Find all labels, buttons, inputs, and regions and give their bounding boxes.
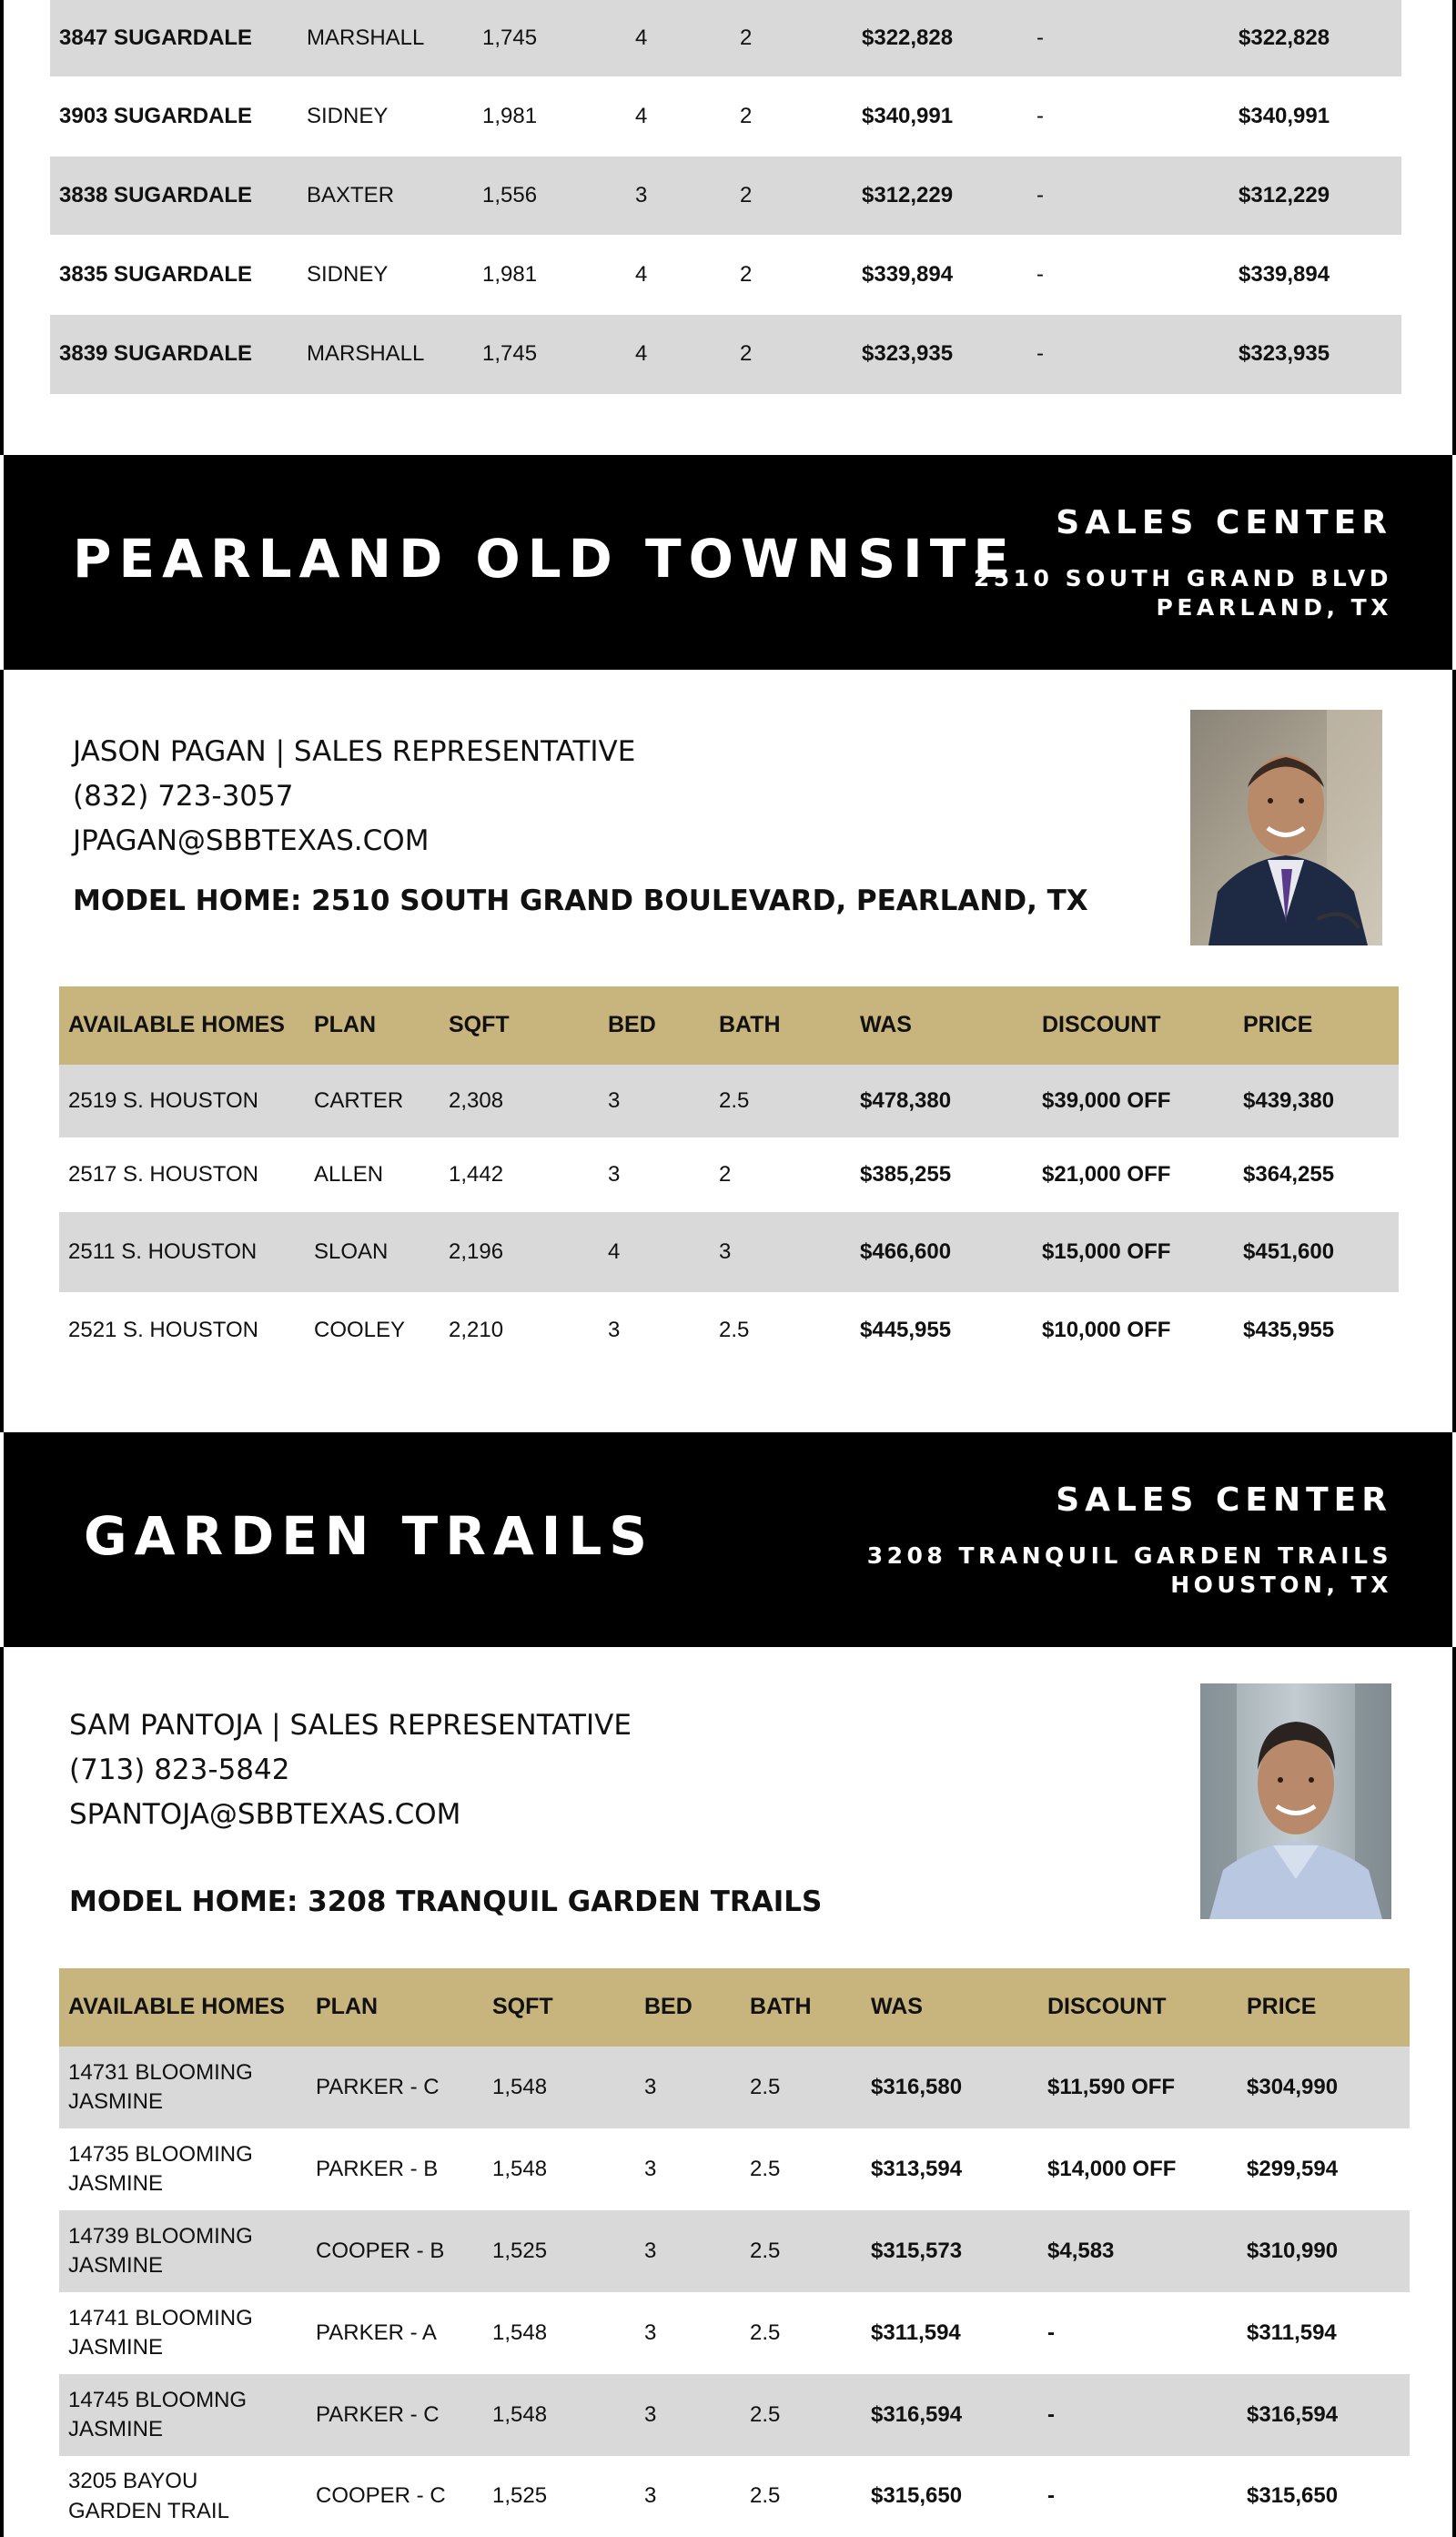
cell-price: $299,594: [1247, 2156, 1339, 2181]
sales-center-address-line1: 2510 SOUTH GRAND BLVD: [973, 565, 1392, 591]
cell-was: $445,955: [860, 1317, 952, 1342]
sales-center-address-line1: 3208 TRANQUIL GARDEN TRAILS: [866, 1542, 1392, 1569]
header-bed: BED: [644, 1994, 693, 2020]
cell-sqft: 2,308: [449, 1087, 504, 1113]
cell-price: $304,990: [1247, 2074, 1339, 2099]
garden-left-border: [0, 1647, 4, 2537]
cell-bath: 2.5: [719, 1087, 750, 1113]
cell-plan: PARKER - C: [316, 2074, 440, 2099]
table-row: [50, 0, 1401, 76]
cell-discount: -: [1047, 2320, 1055, 2345]
table-row: [59, 2292, 1410, 2374]
cell-sqft: 1,981: [482, 261, 538, 287]
cell-plan: ALLEN: [314, 1161, 384, 1187]
cell-address: [68, 2456, 229, 2537]
cell-was: $315,573: [871, 2238, 963, 2263]
cell-bed: 3: [608, 1087, 621, 1113]
table-row: [59, 1137, 1399, 1212]
cell-bath: 2: [740, 341, 753, 367]
table-row: [59, 2210, 1410, 2292]
cell-price: $451,600: [1243, 1238, 1335, 1264]
sales-center-label: SALES CENTER: [1056, 1481, 1392, 1519]
cell-discount: -: [1036, 182, 1044, 207]
cell-sqft: 1,981: [482, 103, 538, 128]
rep-phone[interactable]: (832) 723-3057: [73, 780, 294, 813]
cell-was: $385,255: [860, 1161, 952, 1187]
cell-address: 2521 S. HOUSTON: [68, 1317, 258, 1342]
cell-plan: PARKER - A: [316, 2320, 437, 2345]
rep-name-title: JASON PAGAN | SALES REPRESENTATIVE: [73, 735, 636, 768]
cell-was: $313,594: [871, 2156, 963, 2181]
pearland-left-border: [0, 670, 4, 1432]
cell-sqft: 2,196: [449, 1238, 504, 1264]
cell-address: 3835 SUGARDALE: [59, 261, 253, 287]
cell-was: $340,991: [862, 103, 954, 128]
rep-phone[interactable]: (713) 823-5842: [69, 1754, 290, 1786]
table-row: [50, 235, 1401, 315]
cell-discount: -: [1036, 341, 1044, 367]
header-sqft: SQFT: [492, 1994, 553, 2020]
cell-address: [68, 2047, 253, 2128]
pearland-homes-table: [59, 986, 1399, 1342]
table-row: [59, 1212, 1399, 1292]
cell-was: $311,594: [871, 2320, 961, 2345]
sales-center-label: SALES CENTER: [1056, 504, 1392, 541]
table-row: [59, 2456, 1410, 2537]
cell-bath: 2: [740, 182, 753, 207]
header-bath: BATH: [750, 1994, 812, 2020]
cell-plan: SLOAN: [314, 1238, 389, 1264]
cell-bath: 2.5: [750, 2483, 781, 2509]
cell-discount: $10,000 OFF: [1042, 1317, 1171, 1342]
community-title: GARDEN TRAILS: [84, 1505, 655, 1567]
cell-address: 3847 SUGARDALE: [59, 25, 253, 50]
cell-bed: 3: [644, 2483, 657, 2509]
table-header-row: [59, 1968, 1410, 2047]
cell-discount: -: [1036, 25, 1044, 50]
cell-sqft: 1,745: [482, 25, 538, 50]
cell-discount: -: [1047, 2483, 1055, 2509]
address-line2: JASMINE: [68, 2089, 164, 2114]
header-available-homes: AVAILABLE HOMES: [68, 1994, 285, 2020]
cell-address: 3838 SUGARDALE: [59, 182, 253, 207]
cell-plan: COOPER - B: [316, 2238, 445, 2263]
cell-was: $312,229: [862, 182, 954, 207]
header-plan: PLAN: [316, 1994, 379, 2020]
rep-name-title: SAM PANTOJA | SALES REPRESENTATIVE: [69, 1709, 632, 1742]
cell-price: $439,380: [1243, 1087, 1335, 1113]
header-discount: DISCOUNT: [1042, 1012, 1161, 1038]
cell-bed: 3: [644, 2074, 657, 2099]
cell-sqft: 1,548: [492, 2401, 548, 2427]
sugardale-table: [50, 0, 1401, 396]
top-left-border: [0, 0, 4, 455]
table-row: [50, 157, 1401, 235]
cell-bed: 3: [635, 182, 648, 207]
cell-address: [68, 2292, 253, 2374]
address-line2: JASMINE: [68, 2171, 164, 2196]
cell-was: $478,380: [860, 1087, 952, 1113]
cell-sqft: 1,525: [492, 2238, 548, 2263]
cell-price: $323,935: [1239, 341, 1330, 367]
address-line1: 14741 BLOOMING: [68, 2305, 253, 2330]
cell-was: $466,600: [860, 1238, 952, 1264]
cell-price: $316,594: [1247, 2401, 1339, 2427]
table-row: [59, 2128, 1410, 2210]
cell-address: 2517 S. HOUSTON: [68, 1161, 258, 1187]
community-title: PEARLAND OLD TOWNSITE: [73, 528, 1016, 590]
cell-sqft: 1,548: [492, 2156, 548, 2181]
header-plan: PLAN: [314, 1012, 377, 1038]
cell-sqft: 1,556: [482, 182, 538, 207]
header-discount: DISCOUNT: [1047, 1994, 1167, 2020]
cell-discount: $39,000 OFF: [1042, 1087, 1171, 1113]
header-sqft: SQFT: [449, 1012, 510, 1038]
cell-plan: COOLEY: [314, 1317, 406, 1342]
cell-bath: 2.5: [750, 2401, 781, 2427]
address-line2: JASMINE: [68, 2253, 164, 2278]
cell-was: $316,580: [871, 2074, 963, 2099]
cell-price: $364,255: [1243, 1161, 1335, 1187]
header-was: WAS: [871, 1994, 923, 2020]
cell-plan: BAXTER: [307, 182, 395, 207]
pearland-banner: [4, 455, 1452, 670]
cell-discount: $21,000 OFF: [1042, 1161, 1171, 1187]
model-home-address: MODEL HOME: 2510 SOUTH GRAND BOULEVARD, PEARLAND, TX: [73, 884, 1088, 917]
header-price: PRICE: [1243, 1012, 1313, 1038]
cell-plan: MARSHALL: [307, 341, 425, 367]
cell-bath: 2: [740, 261, 753, 287]
address-line1: 14745 BLOOMNG: [68, 2387, 248, 2412]
cell-sqft: 1,442: [449, 1161, 504, 1187]
cell-price: $322,828: [1239, 25, 1330, 50]
cell-bed: 3: [644, 2401, 657, 2427]
table-row: [59, 2047, 1410, 2128]
address-line2: JASMINE: [68, 2417, 164, 2441]
cell-bed: 3: [644, 2238, 657, 2263]
cell-address: 2519 S. HOUSTON: [68, 1087, 258, 1113]
header-bed: BED: [608, 1012, 656, 1038]
address-line2: GARDEN TRAIL: [68, 2498, 229, 2523]
rep-photo: [1190, 710, 1382, 945]
cell-sqft: 1,548: [492, 2074, 548, 2099]
header-was: WAS: [860, 1012, 912, 1038]
header-bath: BATH: [719, 1012, 781, 1038]
rep-email[interactable]: JPAGAN@SBBTEXAS.COM: [73, 824, 430, 857]
cell-bed: 4: [635, 25, 648, 50]
cell-sqft: 1,745: [482, 341, 538, 367]
cell-sqft: 1,525: [492, 2483, 548, 2509]
cell-discount: -: [1047, 2401, 1055, 2427]
table-row: [59, 1292, 1399, 1369]
cell-discount: $4,583: [1047, 2238, 1115, 2263]
cell-address: [68, 2374, 247, 2456]
cell-was: $323,935: [862, 341, 954, 367]
cell-bed: 4: [635, 103, 648, 128]
cell-discount: $15,000 OFF: [1042, 1238, 1171, 1264]
cell-bed: 3: [608, 1317, 621, 1342]
address-line1: 14735 BLOOMING: [68, 2141, 253, 2167]
cell-address: [68, 2210, 253, 2292]
cell-price: $339,894: [1239, 261, 1330, 287]
cell-bed: 4: [635, 341, 648, 367]
rep-email[interactable]: SPANTOJA@SBBTEXAS.COM: [69, 1798, 461, 1831]
rep-photo: [1200, 1683, 1391, 1919]
cell-was: $322,828: [862, 25, 954, 50]
cell-bed: 4: [635, 261, 648, 287]
cell-bath: 2: [719, 1161, 732, 1187]
cell-discount: $14,000 OFF: [1047, 2156, 1177, 2181]
cell-was: $339,894: [862, 261, 954, 287]
cell-bed: 4: [608, 1238, 621, 1264]
cell-price: $312,229: [1239, 182, 1330, 207]
cell-discount: $11,590 OFF: [1047, 2074, 1176, 2099]
cell-bath: 2.5: [750, 2074, 781, 2099]
address-line2: JASMINE: [68, 2335, 164, 2360]
cell-bath: 2: [740, 25, 753, 50]
cell-bath: 3: [719, 1238, 732, 1264]
address-line1: 14731 BLOOMING: [68, 2059, 253, 2085]
cell-bath: 2.5: [750, 2320, 781, 2345]
cell-price: $340,991: [1239, 103, 1330, 128]
header-available-homes: AVAILABLE HOMES: [68, 1012, 285, 1038]
garden-right-border: [1452, 1647, 1456, 2537]
table-row: [50, 315, 1401, 394]
top-right-border: [1452, 0, 1456, 455]
address-line1: 14739 BLOOMING: [68, 2223, 253, 2249]
cell-price: $435,955: [1243, 1317, 1335, 1342]
cell-bath: 2.5: [719, 1317, 750, 1342]
cell-bath: 2: [740, 103, 753, 128]
cell-bed: 3: [644, 2320, 657, 2345]
table-row: [59, 2374, 1410, 2456]
table-row: [59, 1065, 1399, 1137]
cell-sqft: 1,548: [492, 2320, 548, 2345]
cell-sqft: 2,210: [449, 1317, 504, 1342]
cell-discount: -: [1036, 261, 1044, 287]
cell-plan: PARKER - C: [316, 2401, 440, 2427]
cell-address: [68, 2128, 253, 2210]
cell-bed: 3: [644, 2156, 657, 2181]
cell-bath: 2.5: [750, 2156, 781, 2181]
cell-price: $315,650: [1247, 2483, 1339, 2509]
cell-address: 3839 SUGARDALE: [59, 341, 253, 367]
address-line1: 3205 BAYOU: [68, 2469, 198, 2494]
cell-price: $311,594: [1247, 2320, 1337, 2345]
garden-trails-homes-table: [59, 1968, 1410, 2537]
cell-price: $310,990: [1247, 2238, 1339, 2263]
cell-was: $315,650: [871, 2483, 963, 2509]
cell-bed: 3: [608, 1161, 621, 1187]
header-price: PRICE: [1247, 1994, 1317, 2020]
table-row: [50, 76, 1401, 157]
sales-center-address-line2: PEARLAND, TX: [1156, 594, 1392, 621]
sales-center-address-line2: HOUSTON, TX: [1170, 1572, 1392, 1598]
cell-discount: -: [1036, 103, 1044, 128]
cell-plan: SIDNEY: [307, 261, 389, 287]
cell-address: 2511 S. HOUSTON: [68, 1238, 258, 1264]
table-header-row: [59, 986, 1399, 1065]
pearland-right-border: [1452, 670, 1456, 1432]
cell-was: $316,594: [871, 2401, 963, 2427]
cell-bath: 2.5: [750, 2238, 781, 2263]
cell-address: 3903 SUGARDALE: [59, 103, 253, 128]
cell-plan: SIDNEY: [307, 103, 389, 128]
cell-plan: PARKER - B: [316, 2156, 439, 2181]
cell-plan: CARTER: [314, 1087, 404, 1113]
cell-plan: MARSHALL: [307, 25, 425, 50]
model-home-address: MODEL HOME: 3208 TRANQUIL GARDEN TRAILS: [69, 1885, 823, 1918]
cell-plan: COOPER - C: [316, 2483, 446, 2509]
garden-trails-banner: [4, 1432, 1452, 1647]
